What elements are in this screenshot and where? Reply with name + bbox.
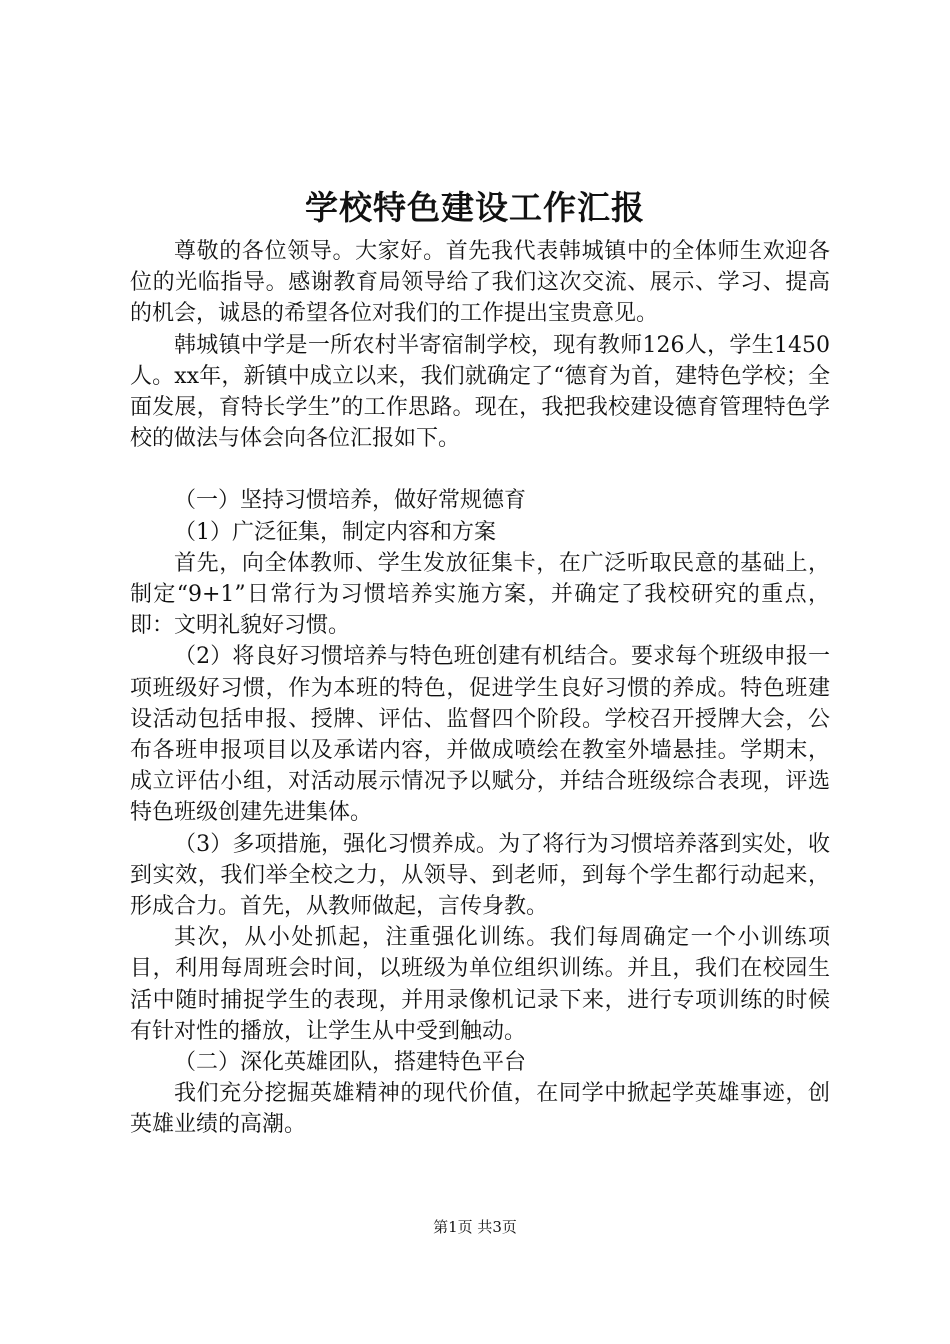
paragraph-measures: （3）多项措施，强化习惯养成。为了将行为习惯培养落到实处，收到实效，我们举全校之力，从领导、到老师，到每个学生都行动起来，形成合力。首先，从教师做起，言传身教。 (130, 831, 830, 920)
page-number: 第1页 共3页 (433, 1218, 517, 1236)
paragraph-school-intro: 韩城镇中学是一所农村半寄宿制学校，现有教师126人，学生1450人。xx年，新镇中成立以来，我们就确定了“德育为首，建特色学校；全面发展，育特长学生”的工作思路。现在，我把我校建设德育管理特色学校的做法与体会向各位汇报如下。 (130, 332, 830, 452)
paragraph-greeting: 尊敬的各位领导。大家好。首先我代表韩城镇中的全体师生欢迎各位的光临指导。感谢教育局领导给了我们这次交流、展示、学习、提高的机会，诚恳的希望各位对我们的工作提出宝贵意见。 (130, 239, 830, 327)
paragraph-special-class: （2）将良好习惯培养与特色班创建有机结合。要求每个班级申报一项班级好习惯，作为本班的特色，促进学生良好习惯的养成。特色班建设活动包括申报、授牌、评估、监督四个阶段。学校召开授牌大会，公布各班申报项目以及承诺内容，并做成喷绘在教室外墙悬挂。学期末，成立评估小组，对活动展示情况予以赋分，并结合班级综合表现，评选特色班级创建先进集体。 (130, 644, 830, 826)
document-title: 学校特色建设工作汇报 (305, 188, 645, 227)
section-heading-2: （二）深化英雄团队，搭建特色平台 (174, 1050, 527, 1076)
subsection-heading-1: （1）广泛征集，制定内容和方案 (174, 519, 496, 545)
paragraph-training: 其次，从小处抓起，注重强化训练。我们每周确定一个小训练项目，利用每周班会时间，以班级为单位组织训练。并且，我们在校园生活中随时捕捉学生的表现，并用录像机记录下来，进行专项训练的时候有针对性的播放，让学生从中受到触动。 (130, 925, 830, 1044)
paragraph-collection: 首先，向全体教师、学生发放征集卡，在广泛听取民意的基础上，制定“9+1”日常行为习惯培养实施方案，并确定了我校研究的重点，即：文明礼貌好习惯。 (130, 550, 830, 639)
section-heading-1: （一）坚持习惯培养，做好常规德育 (174, 488, 527, 514)
document-body (130, 236, 830, 1141)
paragraph-hero-spirit: 我们充分挖掘英雄精神的现代价值，在同学中掀起学英雄事迹，创英雄业绩的高潮。 (130, 1081, 830, 1138)
